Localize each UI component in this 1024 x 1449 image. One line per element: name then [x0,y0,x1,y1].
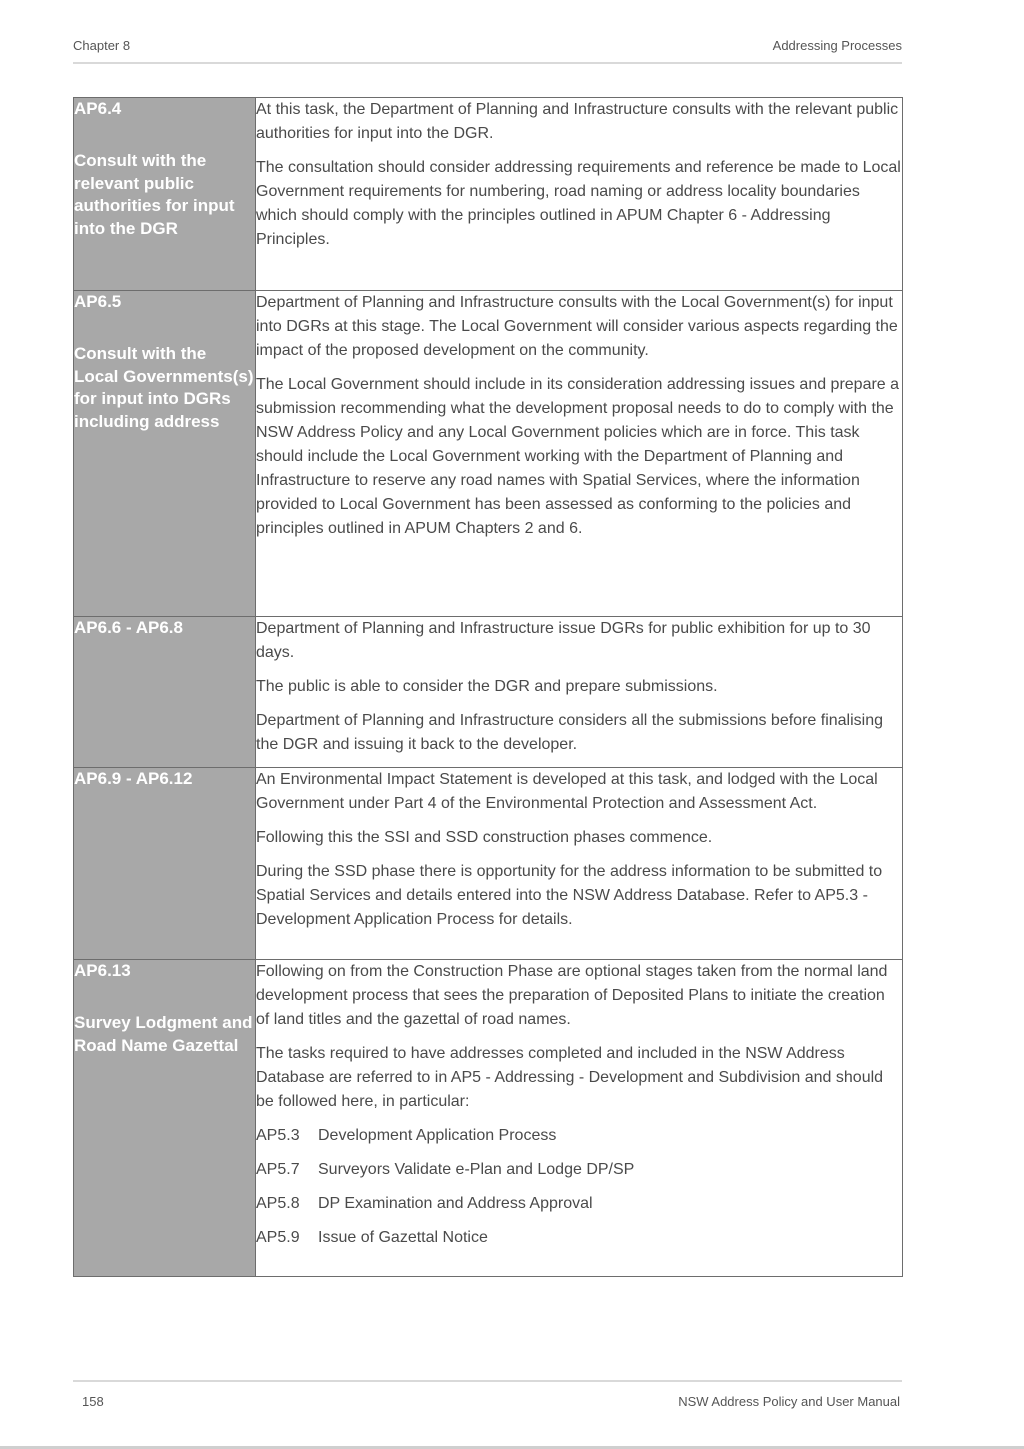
reference-code: AP5.3 [256,1127,300,1144]
reference-code: AP5.9 [256,1229,300,1246]
reference-code: AP5.7 [256,1161,300,1178]
reference-item [256,1192,902,1216]
task-paragraph: During the SSD phase there is opportunity for the address information to be submitted to Spatial Services and details entered into the NSW Address Database. Refer to AP5.3 - Development Application Process for details. [256,863,883,928]
reference-item [256,1226,902,1250]
task-description: Survey Lodgment and Road Name Gazettal [74,1013,253,1055]
task-code: AP6.13 [74,961,131,980]
chapter-label: Chapter 8 [73,38,131,53]
task-code: AP6.5 [74,292,122,311]
task-paragraph: Following on from the Construction Phase are optional stages taken from the normal land development process that sees the preparation of Deposited Plans to initiate the creation of land titles and the gazettal of road names. [256,963,888,1028]
task-label-cell [74,960,256,1277]
reference-item [256,1124,902,1148]
task-paragraph: The Local Government should include in its consideration addressing issues and prepare a submission recommending what the development proposal needs to do to comply with the NSW Address Policy and any Local Government policies which are in force. This task should include the Local Government working with the Department of Planning and Infrastructure to reserve any road names with Spatial Services, where the information provided to Local Government has been assessed as conforming to the policies and principles outlined in APUM Chapters 2 and 6. [256,376,900,537]
task-code: AP6.6 - AP6.8 [74,618,183,637]
task-paragraph: At this task, the Department of Planning and Infrastructure consults with the relevant public authorities for input into the DGR. [256,101,899,142]
task-row [74,617,903,768]
reference-title: Surveyors Validate e-Plan and Lodge DP/SP [318,1161,635,1178]
task-paragraph: The tasks required to have addresses completed and included in the NSW Address Database are referred to in AP5 - Addressing - Development and Subdivision and should be followed here, in particular: [256,1045,884,1110]
task-paragraph: Following this the SSI and SSD construction phases commence. [256,829,713,846]
task-description: Consult with the Local Governments(s) for input into DGRs including address [74,344,254,431]
reference-item [256,1158,902,1182]
task-detail-cell [256,768,903,960]
task-label-cell [74,98,256,291]
task-row [74,960,903,1277]
task-paragraph: The consultation should consider addressing requirements and reference be made to Local Government requirements for numbering, road naming or address locality boundaries which should comply with the principles outlined in APUM Chapter 6 - Addressing Principles. [256,159,901,248]
reference-code: AP5.8 [256,1195,300,1212]
task-row [74,291,903,617]
page-number: 158 [82,1394,104,1409]
task-paragraph: The public is able to consider the DGR and prepare submissions. [256,678,718,695]
task-paragraph: Department of Planning and Infrastructure considers all the submissions before finalising the DGR and issuing it back to the developer. [256,712,883,753]
task-detail-cell [256,617,903,768]
reference-title: Issue of Gazettal Notice [318,1229,488,1246]
task-detail-cell [256,291,903,617]
section-label: Addressing Processes [772,38,902,53]
reference-title: Development Application Process [318,1127,557,1144]
task-code: AP6.4 [74,99,122,118]
task-paragraph: An Environmental Impact Statement is developed at this task, and lodged with the Local Government under Part 4 of the Environmental Protection and Assessment Act. [256,771,878,812]
task-label-cell [74,617,256,768]
task-row [74,98,903,291]
task-label-cell [74,768,256,960]
reference-title: DP Examination and Address Approval [318,1195,593,1212]
document-title: NSW Address Policy and User Manual [678,1394,900,1409]
task-description: Consult with the relevant public authorities for input into the DGR [74,151,235,238]
page-header [73,38,902,64]
process-task-table [73,97,903,1277]
page-footer [73,1380,902,1409]
task-label-cell [74,291,256,617]
task-row [74,768,903,960]
task-detail-cell [256,98,903,291]
task-paragraph: Department of Planning and Infrastructure issue DGRs for public exhibition for up to 30 days. [256,620,871,661]
task-code: AP6.9 - AP6.12 [74,769,193,788]
task-detail-cell [256,960,903,1277]
task-paragraph: Department of Planning and Infrastructure consults with the Local Government(s) for input into DGRs at this stage. The Local Government will consider various aspects regarding the impact of the proposed development on the community. [256,294,898,359]
